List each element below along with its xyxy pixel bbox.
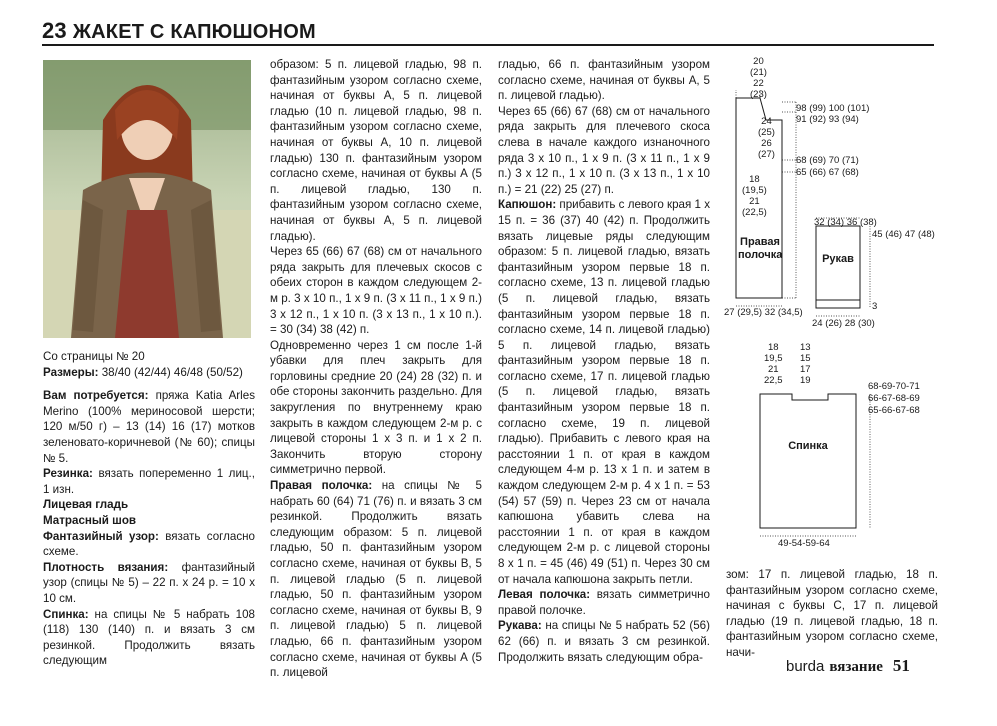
left-front-instructions: Левая полочка: вязать симметрично правой полочке. [498, 588, 710, 617]
sleeve-outline [816, 226, 860, 308]
back-label: Спинка [788, 440, 828, 452]
neckline-shaping: Одновременно через 1 см после 1-й убавки для плеч закрыть для горловины средние 20 (24) 28 (32) п. и обе стороны закончить раздельно. Для закругления по внутреннему краю закрыть в каждом следующем 2-м р. с лицевой стороны 1 х 3 п. и 1 х 2 п. Закончить вторую сторону симметрично первой. [270, 338, 482, 477]
pattern-title: ЖАКЕТ С КАПЮШОНОМ [72, 21, 316, 43]
sleeve-rib-height: 3 [872, 301, 878, 312]
source-reference: Со страницы № 20 [43, 350, 145, 363]
page-footer [786, 656, 910, 676]
front-shoulder-width: 24 (25) 26 (27) [758, 116, 775, 160]
title-rule [42, 44, 934, 46]
column-1 [43, 349, 255, 669]
model-photo [43, 60, 251, 338]
right-front-continued: гладью, 66 п. фантазийным узором согласно схеме, начиная от буквы А, 5 п. лицевой гладью). [498, 58, 710, 103]
gauge: Плотность вязания: фантазийный узор (спицы № 5) – 22 п. х 24 р. = 10 х 10 см. [43, 560, 255, 605]
sleeves-continued: зом: 17 п. лицевой гладью, 18 п. фантазийным узором согласно схеме, начиная с буквы С, 17 п. лицевой гладью (19 п. лицевой гладью, 18 п. фантазийным узором согласно схеме, начи- [726, 568, 938, 659]
front-armhole-length-1: 68 (69) 70 (71) [796, 155, 859, 166]
footer-brand: burda [786, 658, 825, 675]
back-neck-width: 13 15 17 19 [800, 342, 811, 386]
column-3 [498, 57, 710, 665]
sizes: Размеры: 38/40 (42/44) 46/48 (50/52) [43, 365, 243, 379]
front-label: Правая полочка [738, 236, 783, 261]
page-number: 51 [892, 656, 910, 675]
back-shoulder-width: 18 19,5 21 22,5 [764, 342, 783, 386]
column-2 [270, 57, 482, 681]
back-bottom-width: 49-54-59-64 [778, 538, 830, 549]
pattern-number: 23 [42, 18, 67, 43]
front-armhole-length-2: 65 (66) 67 (68) [796, 167, 859, 178]
front-inner-width: 18 (19,5) 21 (22,5) [742, 174, 767, 218]
footer-magazine: вязание [829, 659, 883, 675]
front-neck-width: 20 (21) 22 (23) [750, 56, 767, 100]
sleeve-label: Рукав [822, 253, 854, 265]
sleeve-bottom-width: 24 (26) 28 (30) [812, 318, 875, 329]
back-outline [760, 394, 856, 528]
fancy-pattern: Фантазийный узор: вязать согласно схеме. [43, 529, 255, 559]
hood-instructions: Капюшон: прибавить с левого края 1 х 15 п. = 36 (37) 40 (42) п. Продолжить вязать лицевые ряды следующим образом: 5 п. лицевой гладью, вязать фантазийным узором первые 18 п. согласно схеме, 13 п. лицевой гладью (5 п. лицевой гладью, вязать фантазийным узором первые 18 п. согласно схеме, 14 п. лицевой гладью) 5 п. лицевой гладью, вязать фантазийным узором первые 18 п. согласно схеме, 17 п. лицевой гладью (5 п. лицевой гладью, вязать фантазийным узором первые 18 п. согласно схеме, 19 п. лицевой гладью). Прибавить с левого края на расстоянии 1 п. от края в каждом следующем 4-м р. 13 х 1 п. и затем в каждом следующем 2-м р. 4 х 1 п. = 53 (54) 57 (59) п. Через 23 см от начала капюшона убавить слева на расстоянии 1 п. от края в каждом следующем 2-м р. с лицевой стороны 8 х 1 п. = 45 (46) 49 (51) п. Через 30 см от начала капюшона закрыть петли. [498, 198, 710, 586]
page-title [42, 18, 316, 44]
rib-stitch: Резинка: вязать попеременно 1 лиц., 1 изн. [43, 467, 255, 496]
front-total-length: 98 (99) 100 (101) [796, 103, 870, 114]
shoulder-shaping: Через 65 (66) 67 (68) см от начального ряда закрыть для плечевых скосов с обеих сторон в каждом следующем 2-м р. 3 х 10 п., 1 х 9 п. (3 х 11 п., 1 х 9 п.) 3 х 12 п., 1 х 10 п. (3 х 13 п., 1 х 10 п.). = 30 (34) 38 (42) п. [270, 245, 482, 337]
materials: Вам потребуется: пряжа Katia Arles Merino (100% мериносовой шерсти; 120 м/50 г) – 13 (14) 16 (17) мотков зеленовато-коричневой (№ 60); спицы № 5. [43, 389, 255, 465]
back-continued: образом: 5 п. лицевой гладью, 98 п. фантазийным узором согласно схеме, начиная от буквы А, 5 п. лицевой гладью (10 п. лицевой гладью, 98 п. фантазийным узором согласно схеме, начиная от буквы А, 10 п. лицевой гладью) 130 п. фантазийным узором согласно схеме, начиная от буквы А (5 п. лицевой гладью, 130 п. фантазийным узором согласно схеме, начиная от буквы А, 5 п. лицевой гладью). [270, 58, 482, 243]
back-instructions: Спинка: на спицы № 5 набрать 108 (118) 130 (140) п. и вязать 3 см резинкой. Продолжить вязать следующим [43, 607, 255, 668]
front-shoulder-length: 91 (92) 93 (94) [796, 114, 859, 125]
back-length-2: 66-67-68-69 [868, 393, 920, 404]
back-length-3: 65-66-67-68 [868, 405, 920, 416]
sleeve-top-width: 32 (34) 36 (38) [814, 217, 877, 228]
right-front-instructions: Правая полочка: на спицы № 5 набрать 60 (64) 71 (76) п. и вязать 3 см резинкой. Продолжить вязать следующим образом: 5 п. лицевой гладью, 50 п. фантазийным узором согласно схеме, начиная от буквы В, 5 п. лицевой гладью (5 п. лицевой гладью, 50 п. фантазийным узором согласно схеме, начиная от буквы В, 9 п. лицевой гладью) 5 п. лицевой гладью, 66 п. фантазийным узором согласно схеме, начиная от буквы А (5 п. лицевой [270, 479, 482, 680]
sleeves-instructions: Рукава: на спицы № 5 набрать 52 (56) 62 (66) п. и вязать 3 см резинкой. Продолжить вязать следующим обра- [498, 619, 710, 664]
schematic-diagram [720, 50, 960, 590]
sleeve-length: 45 (46) 47 (48) [872, 229, 935, 240]
front-bottom-width: 27 (29,5) 32 (34,5) [724, 307, 803, 318]
mattress-heading: Матрасный шов [43, 513, 137, 527]
front-shoulder-shaping: Через 65 (66) 67 (68) см от начального ряда закрыть для плечевого скоса слева в начале каждого изнаночного ряда 3 х 10 п., 1 х 9 п. (3 х 11 п., 1 х 9 п.) 3 х 12 п., 1 х 10 п. (3 х 13 п., 1 х 10 п.) = 21 (22) 25 (27) п. [498, 104, 710, 196]
back-length-1: 68-69-70-71 [868, 381, 920, 392]
stockinette-heading: Лицевая гладь [43, 498, 129, 512]
